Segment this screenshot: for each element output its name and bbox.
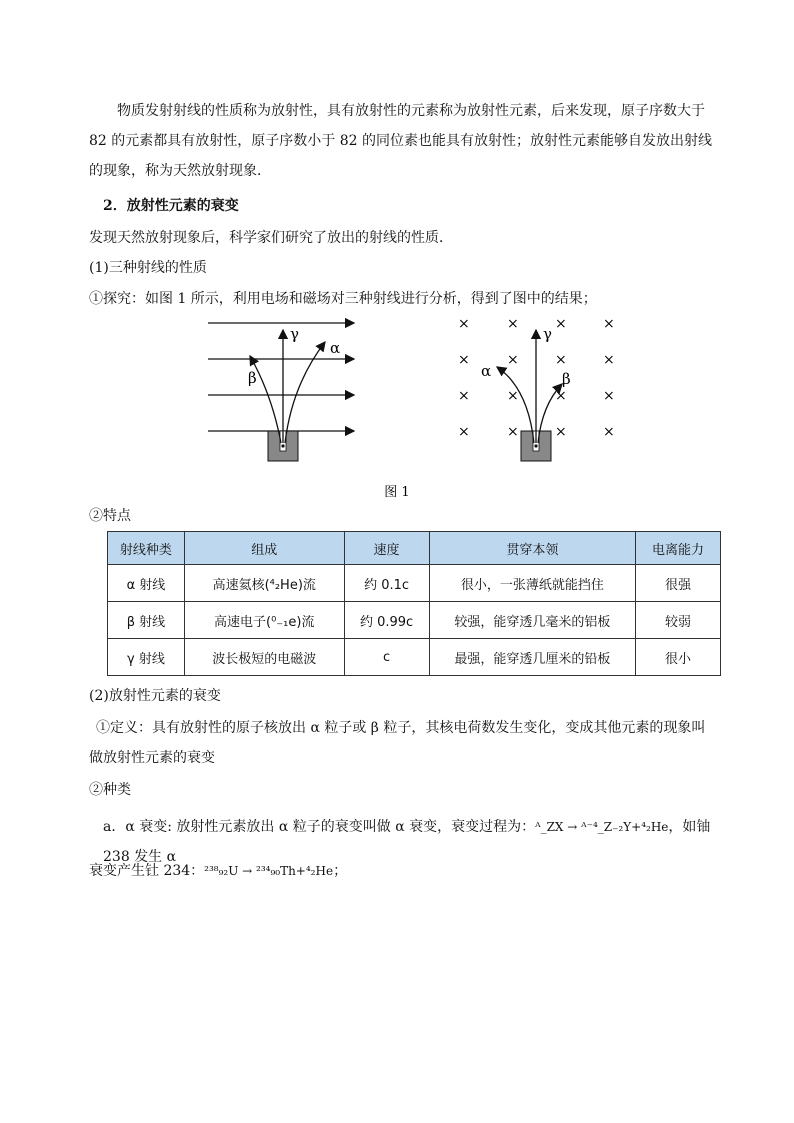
- table-header: 速度: [344, 532, 429, 565]
- paragraph-radioactivity: 物质发射射线的性质称为放射性，具有放射性的元素称为放射性元素，后来发现，原子序数大于 82 的元素都具有放射性，原子序数小于 82 的同位素也能具有放射性；放射性元素能够自发放出射线的现象，称为天然放射现象．: [89, 103, 712, 179]
- svg-text:×: ×: [603, 352, 615, 368]
- svg-text:×: ×: [458, 352, 470, 368]
- label-beta-right: β: [562, 370, 571, 388]
- figure-caption: 图 1: [384, 485, 410, 500]
- svg-text:×: ×: [458, 388, 470, 404]
- paragraph-explore: ①探究：如图 1 所示，利用电场和磁场对三种射线进行分析，得到了图中的结果；: [89, 291, 597, 307]
- paragraph-definition: ①定义：具有放射性的原子核放出 α 粒子或 β 粒子，其核电荷数发生变化，变成其他元素的现象叫做放射性元素的衰变: [89, 720, 706, 766]
- ray-properties-table: [107, 531, 721, 676]
- paragraph-discovery: 发现天然放射现象后，科学家们研究了放出的射线的性质．: [89, 230, 453, 246]
- subheading-features: ②特点: [89, 508, 131, 524]
- table-cell: γ 射线: [108, 639, 185, 676]
- svg-text:×: ×: [555, 388, 567, 404]
- svg-text:×: ×: [603, 316, 615, 332]
- table-cell: 约 0.99c: [344, 602, 429, 639]
- formula-uranium-decay: ²³⁸₉₂U → ²³⁴₉₀Th+⁴₂He: [204, 864, 334, 878]
- table-row: [108, 565, 721, 602]
- subheading-three-rays: (1)三种射线的性质: [89, 260, 207, 276]
- svg-text:×: ×: [555, 424, 567, 440]
- alpha-ray-left: [285, 342, 325, 443]
- formula-alpha-decay: ᴬ_ZX → ᴬ⁻⁴_Z₋₂Y+⁴₂He: [535, 820, 669, 834]
- svg-text:×: ×: [603, 388, 615, 404]
- table-row: [108, 639, 721, 676]
- table-cell: 约 0.1c: [344, 565, 429, 602]
- svg-text:×: ×: [507, 388, 519, 404]
- svg-text:×: ×: [603, 424, 615, 440]
- label-alpha-right: α: [481, 362, 492, 380]
- table-cell: 很强: [636, 565, 721, 602]
- table-cell: 最强，能穿透几厘米的铅板: [429, 639, 636, 676]
- table-header-row: [108, 532, 721, 565]
- svg-text:×: ×: [507, 316, 519, 332]
- label-beta-left: β: [248, 369, 257, 387]
- section-heading: 2．放射性元素的衰变: [103, 198, 239, 214]
- table-row: [108, 602, 721, 639]
- svg-text:×: ×: [458, 316, 470, 332]
- figure-1: [0, 0, 794, 500]
- subheading-types: ②种类: [89, 782, 131, 798]
- table-cell: c: [344, 639, 429, 676]
- paragraph-uranium-decay: 衰变产生钍 234：²³⁸₉₂U → ²³⁴₉₀Th+⁴₂He；: [89, 863, 348, 879]
- table-header: 电离能力: [636, 532, 721, 565]
- paragraph-alpha-decay: a．α 衰变: 放射性元素放出 α 粒子的衰变叫做 α 衰变，衰变过程为：ᴬ_ZX → ᴬ⁻⁴_Z₋₂Y+⁴₂He，如铀 238 发生 α: [103, 819, 711, 865]
- table-cell: 高速电子(⁰₋₁e)流: [184, 602, 344, 639]
- table-header: 贯穿本领: [429, 532, 636, 565]
- label-alpha-left: α: [330, 339, 341, 357]
- table-cell: 很小，一张薄纸就能挡住: [429, 565, 636, 602]
- table-cell: 较强，能穿透几毫米的铝板: [429, 602, 636, 639]
- table-cell: β 射线: [108, 602, 185, 639]
- svg-text:×: ×: [458, 424, 470, 440]
- table-header: 射线种类: [108, 532, 185, 565]
- svg-text:×: ×: [507, 352, 519, 368]
- svg-text:×: ×: [555, 352, 567, 368]
- table-header: 组成: [184, 532, 344, 565]
- table-cell: 波长极短的电磁波: [184, 639, 344, 676]
- table-cell: 高速氦核(⁴₂He)流: [184, 565, 344, 602]
- label-gamma-right: γ: [543, 325, 552, 343]
- table-cell: 很小: [636, 639, 721, 676]
- svg-text:×: ×: [555, 316, 567, 332]
- svg-text:×: ×: [507, 424, 519, 440]
- subheading-decay: (2)放射性元素的衰变: [89, 688, 221, 704]
- table-cell: α 射线: [108, 565, 185, 602]
- label-gamma-left: γ: [290, 325, 299, 343]
- table-cell: 较弱: [636, 602, 721, 639]
